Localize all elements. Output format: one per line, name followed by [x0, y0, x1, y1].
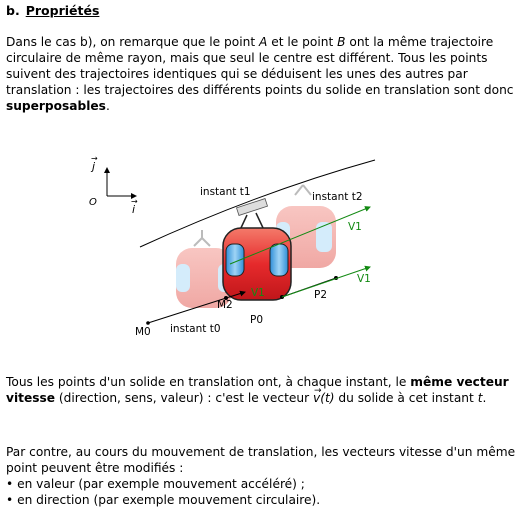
section-heading	[6, 3, 99, 18]
label-m0: M0	[135, 326, 151, 338]
point-a: A	[259, 35, 268, 49]
bullet-item: • en valeur (par exemple mouvement accéléré) ;	[6, 476, 522, 492]
instant-t: t	[477, 391, 483, 405]
changes-list	[6, 476, 522, 508]
label-v1-upper: V1	[348, 221, 362, 233]
intro-end: .	[105, 99, 110, 113]
intro-text-1: Dans le cas b), on remarque que le point	[6, 35, 260, 49]
label-instant-t1: instant t1	[200, 186, 251, 198]
section-label: b.	[6, 3, 20, 18]
label-m2: M2	[217, 299, 233, 311]
label-instant-t0: instant t0	[170, 323, 221, 335]
velocity-end: .	[482, 391, 487, 405]
label-instant-t2: instant t2	[312, 191, 363, 203]
bullet-item: • en direction (par exemple mouvement circulaire).	[6, 492, 522, 508]
paragraph-changes	[6, 444, 522, 508]
point-m0	[146, 321, 150, 325]
velocity-text-2: (direction, sens, valeur) : c'est le vecteur	[55, 391, 313, 405]
changes-text: Par contre, au cours du mouvement de translation, les vecteurs vitesse d'un même point peuvent être modifiés :	[6, 445, 516, 475]
i-arrow-glyph: →	[131, 197, 138, 206]
superposables-bold: superposables	[6, 99, 106, 113]
paragraph-velocity	[6, 374, 522, 406]
origin-label: O	[89, 197, 97, 208]
point-b: B	[337, 35, 346, 49]
intro-text-2: et le point	[267, 35, 338, 49]
velocity-text-1: Tous les points d'un solide en translation ont, à chaque instant, le	[6, 375, 411, 389]
label-v1-right: V1	[357, 273, 371, 285]
vector-v-t: → v(t)	[313, 391, 335, 405]
intro-text-3: ont la même trajectoire circulaire de même rayon, mais que seul le centre est différent. Tous les points suivent des trajectoires identiques qui se déduisent les unes des autres par translation : les trajectoires des différents points du solide en translation sont donc	[6, 35, 514, 97]
paragraph-intro	[6, 34, 522, 114]
label-v1-mid: V1	[251, 287, 265, 299]
label-p0: P0	[250, 314, 264, 326]
translation-figure	[80, 150, 460, 350]
velocity-text-3: du solide à cet instant	[334, 391, 478, 405]
section-title: Propriétés	[25, 3, 100, 18]
meme-vecteur-bold: même vecteur vitesse	[6, 375, 509, 405]
j-arrow-glyph: →	[91, 154, 98, 163]
i-label: i	[132, 203, 136, 216]
label-p2: P2	[314, 289, 328, 301]
j-label: j	[92, 160, 96, 173]
